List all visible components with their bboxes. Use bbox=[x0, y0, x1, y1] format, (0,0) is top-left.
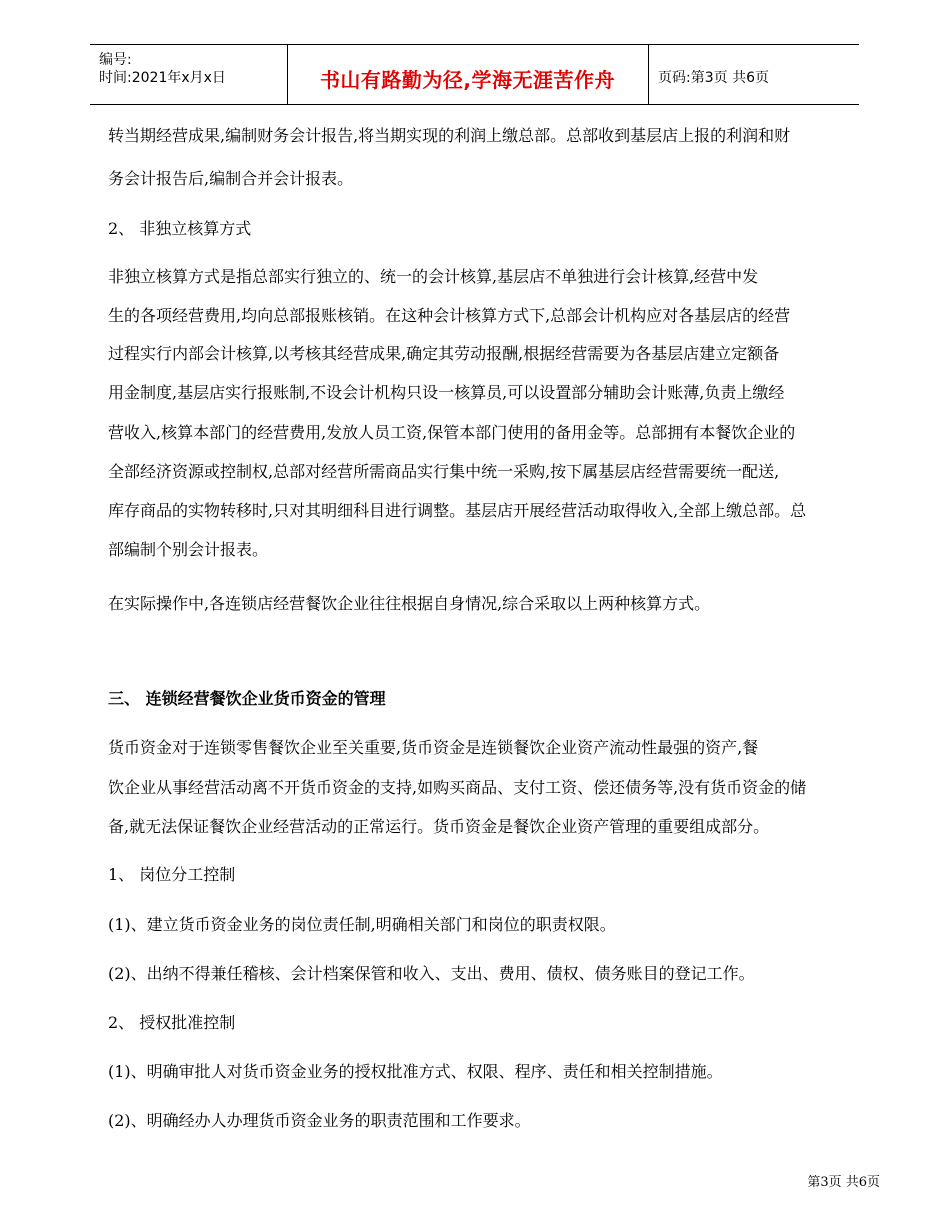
paragraph-line: 用金制度,基层店实行报账制,不设会计机构只设一核算员,可以设置部分辅助会计账薄,负责上缴经 bbox=[108, 383, 785, 402]
paragraph-line: 库存商品的实物转移时,只对其明细科目进行调整。基层店开展经营活动取得收入,全部上缴总部。总 bbox=[108, 501, 807, 520]
chapter-heading: 三、 连锁经营餐饮企业货币资金的管理 bbox=[108, 689, 386, 708]
list-item: (1)、建立货币资金业务的岗位责任制,明确相关部门和岗位的职责权限。 bbox=[108, 915, 616, 934]
time-label: 时间:2021年x月x日 bbox=[99, 70, 226, 86]
paragraph-line: 在实际操作中,各连锁店经营餐饮企业往往根据自身情况,综合采取以上两种核算方式。 bbox=[108, 594, 711, 613]
header-page-cell bbox=[649, 45, 859, 104]
header-page-info: 页码:第3页 共6页 bbox=[658, 70, 769, 86]
paragraph-line: 生的各项经营费用,均向总部报账核销。在这种会计核算方式下,总部会计机构应对各基层店的经营 bbox=[108, 306, 791, 325]
list-item: (2)、明确经办人办理货币资金业务的职责范围和工作要求。 bbox=[108, 1111, 531, 1130]
list-item: (1)、明确审批人对货币资金业务的授权批准方式、权限、程序、责任和相关控制措施。 bbox=[108, 1062, 723, 1081]
paragraph-line: 转当期经营成果,编制财务会计报告,将当期实现的利润上缴总部。总部收到基层店上报的利润和财 bbox=[108, 126, 791, 145]
page-header bbox=[90, 44, 859, 105]
section-heading: 2、 非独立核算方式 bbox=[108, 219, 252, 238]
number-label: 编号: bbox=[99, 52, 132, 68]
page-footer: 第3页 共6页 bbox=[807, 1175, 880, 1190]
paragraph-line: 饮企业从事经营活动离不开货币资金的支持,如购买商品、支付工资、偿还债务等,没有货币资金的储 bbox=[108, 778, 807, 797]
paragraph-line: 非独立核算方式是指总部实行独立的、统一的会计核算,基层店不单独进行会计核算,经营中发 bbox=[108, 267, 759, 286]
list-item: (2)、出纳不得兼任稽核、会计档案保管和收入、支出、费用、债权、债务账目的登记工作。 bbox=[108, 964, 755, 983]
paragraph-line: 货币资金对于连锁零售餐饮企业至关重要,货币资金是连锁餐饮企业资产流动性最强的资产,餐 bbox=[108, 738, 759, 757]
paragraph-line: 营收入,核算本部门的经营费用,发放人员工资,保管本部门使用的备用金等。总部拥有本餐饮企业的 bbox=[108, 423, 796, 442]
header-motto-cell bbox=[287, 45, 649, 104]
motto-text: 书山有路勤为径,学海无涯苦作舟 bbox=[319, 68, 616, 92]
header-meta-cell bbox=[90, 45, 288, 104]
section-heading: 1、 岗位分工控制 bbox=[108, 865, 236, 884]
paragraph-line: 务会计报告后,编制合并会计报表。 bbox=[108, 169, 354, 188]
section-heading: 2、 授权批准控制 bbox=[108, 1013, 236, 1032]
paragraph-line: 备,就无法保证餐饮企业经营活动的正常运行。货币资金是餐饮企业资产管理的重要组成部分。 bbox=[108, 817, 770, 836]
paragraph-line: 全部经济资源或控制权,总部对经营所需商品实行集中统一采购,按下属基层店经营需要统一配送, bbox=[108, 462, 780, 481]
paragraph-line: 过程实行内部会计核算,以考核其经营成果,确定其劳动报酬,根据经营需要为各基层店建立定额备 bbox=[108, 344, 780, 363]
paragraph-line: 部编制个别会计报表。 bbox=[108, 540, 269, 559]
